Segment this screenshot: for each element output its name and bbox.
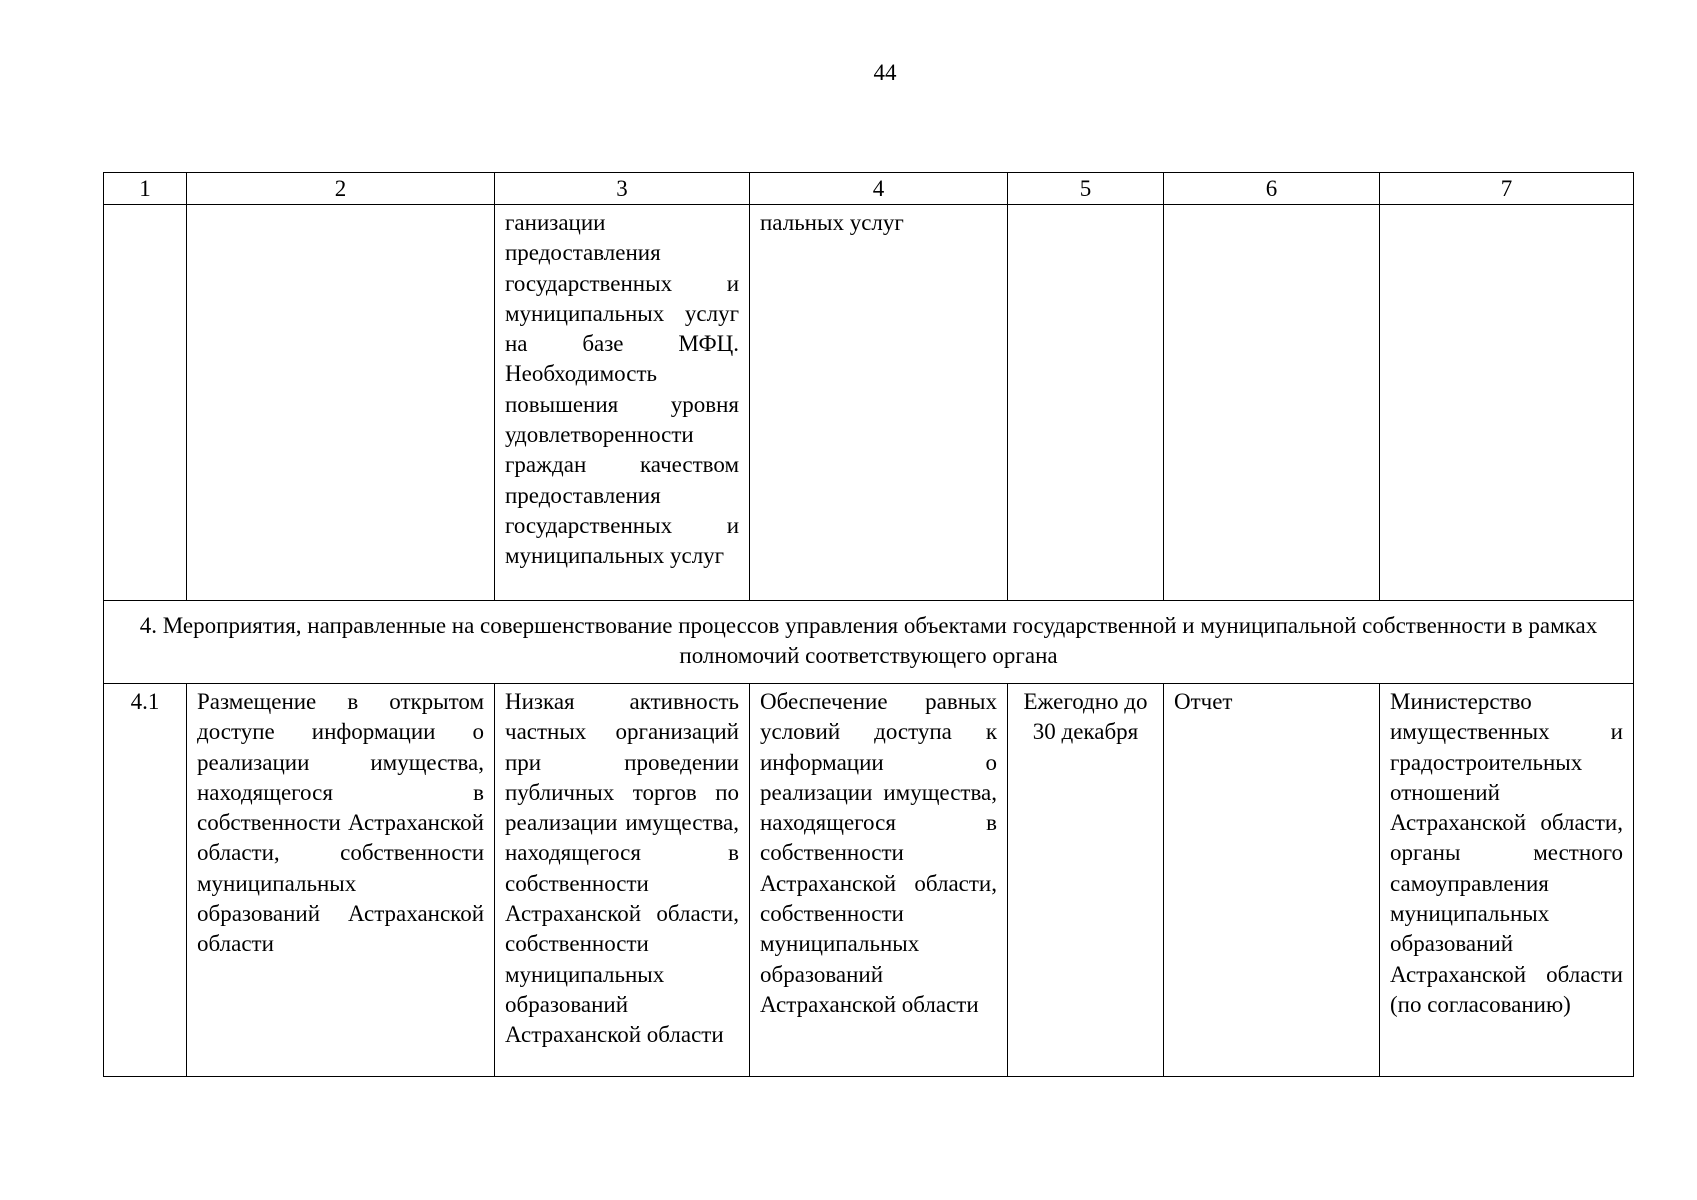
result-cell: Обеспечение равных условий доступа к информации о реализации имущества, находящегося в собственности Астраханской области, собственности муниципальных образований Астраханской области — [750, 684, 1008, 1077]
measures-table — [103, 172, 1634, 1077]
section-heading: 4. Мероприятия, направленные на совершенствование процессов управления объектами государственной и муниципальной собственности в рамках полномочий соответствующего органа — [104, 601, 1634, 684]
empty-cell — [1008, 205, 1164, 601]
column-header: 4 — [750, 173, 1008, 205]
column-header: 2 — [187, 173, 495, 205]
page-number: 44 — [873, 60, 897, 85]
column-header: 7 — [1380, 173, 1634, 205]
measure-cell: Размещение в открытом доступе информации о реализации имущества, находящегося в собственности Астраханской области, собственности муниципальных образований Астраханской области — [187, 684, 495, 1077]
deadline-cell: Ежегодно до 30 декабря — [1008, 684, 1164, 1077]
document-cell: Отчет — [1164, 684, 1380, 1077]
row-number: 4.1 — [104, 684, 187, 1077]
column-header: 5 — [1008, 173, 1164, 205]
continuation-result-cell: пальных услуг — [750, 205, 1008, 601]
table-row — [104, 684, 1634, 1077]
column-header: 6 — [1164, 173, 1380, 205]
empty-cell — [104, 205, 187, 601]
continuation-problem-cell: ганизации предоставления государственных и муниципальных услуг на базе МФЦ. Необходимость повышения уровня удовлетворенности граждан качеством предоставления государственных и муниципальных услуг — [495, 205, 750, 601]
section-heading-row — [104, 601, 1634, 684]
empty-cell — [1164, 205, 1380, 601]
column-header: 3 — [495, 173, 750, 205]
continuation-row — [104, 205, 1634, 601]
responsible-cell: Министерство имущественных и градостроительных отношений Астраханской области, органы местного самоуправления муниципальных образований Астраханской области (по согласованию) — [1380, 684, 1634, 1077]
column-header: 1 — [104, 173, 187, 205]
problem-cell: Низкая активность частных организаций при проведении публичных торгов по реализации имущества, находящегося в собственности Астраханской области, собственности муниципальных образований Астраханской области — [495, 684, 750, 1077]
empty-cell — [1380, 205, 1634, 601]
column-header-row — [104, 173, 1634, 205]
empty-cell — [187, 205, 495, 601]
